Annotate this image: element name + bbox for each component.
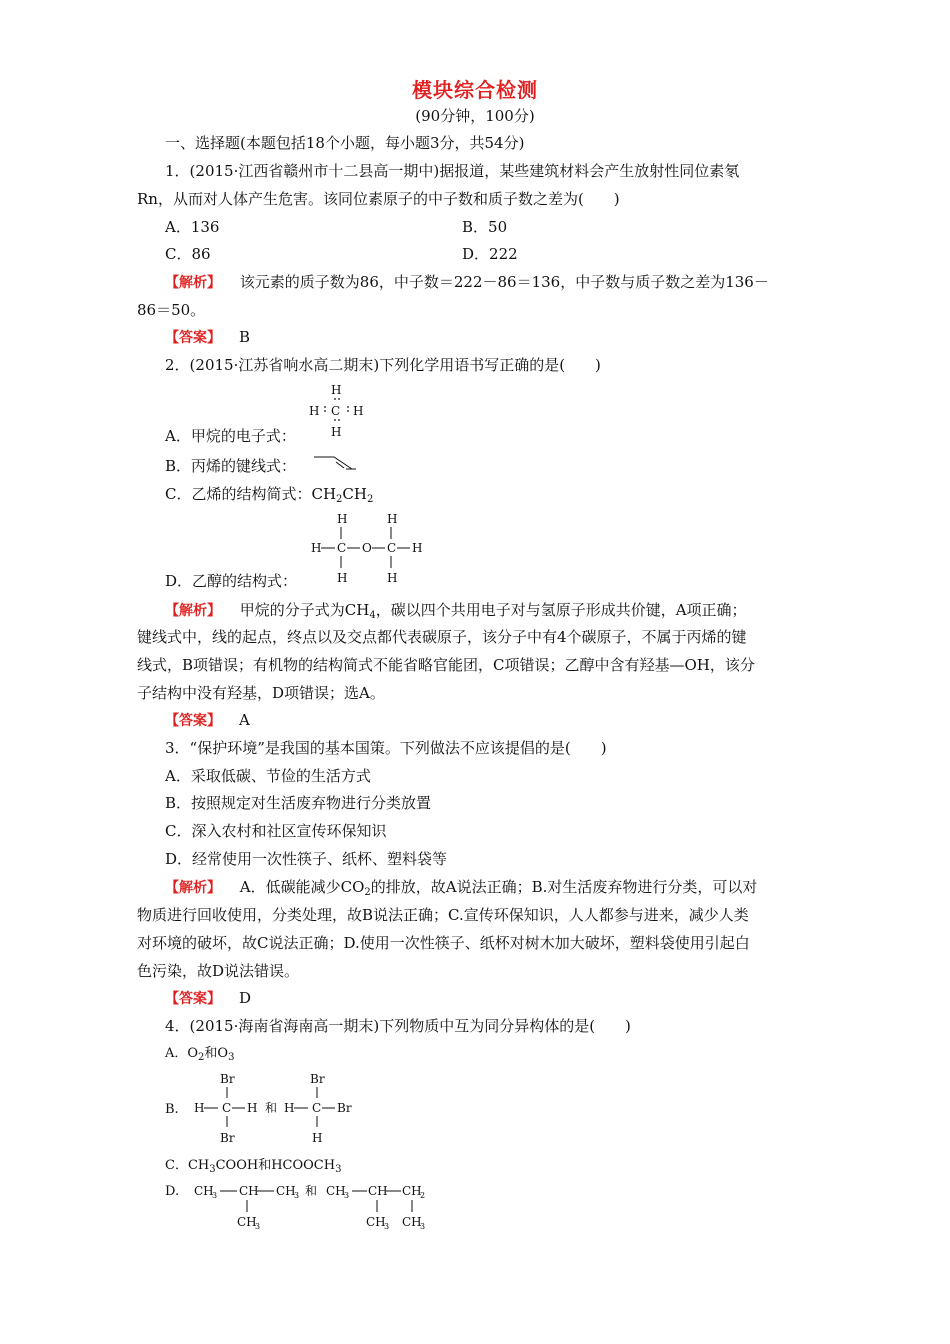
q3-analysis-line-1 xyxy=(165,877,757,903)
q1-option-b: B．50 xyxy=(462,218,508,236)
q2-answer xyxy=(165,710,250,731)
methane-electron-formula xyxy=(300,382,380,442)
q4-option-d-label: D. xyxy=(165,1184,180,1199)
atom-br: Br xyxy=(337,1101,352,1115)
atom-br: Br xyxy=(310,1072,325,1086)
q4-option-c xyxy=(165,1156,341,1180)
page-title: 模块综合检测 xyxy=(412,78,538,102)
subscript: 2 xyxy=(336,494,343,505)
q1-stem-line-1: 1．(2015·江西省赣州市十二县高一期中)据报道，某些建筑材料会产生放射性同位素氡 xyxy=(165,162,740,180)
subscript: 3 xyxy=(209,1164,216,1175)
atom-br: Br xyxy=(220,1131,235,1145)
q1-answer xyxy=(165,327,250,348)
q3-analysis-line-2: 物质进行回收使用，分类处理，故B说法正确；C.宣传环保知识，人人都参与进来，减少人类 xyxy=(137,906,749,924)
subscript: 3 xyxy=(420,1222,426,1231)
group-ch3: CH xyxy=(237,1215,257,1229)
q2-analysis-line-2: 键线式中，线的起点，终点以及交点都代表碳原子，该分子中有4个碳原子，不属于丙烯的键 xyxy=(137,628,747,646)
section-heading: 一、选择题(本题包括18个小题，每小题3分，共54分) xyxy=(165,134,525,152)
answer-tag: 【答案】 xyxy=(165,713,221,729)
analysis-tag: 【解析】 xyxy=(165,880,221,896)
subscript: 2 xyxy=(364,887,371,898)
atom-h: H xyxy=(331,425,342,439)
subscript: 3 xyxy=(212,1191,218,1200)
ethanol-structural-formula xyxy=(305,510,435,586)
q3-answer xyxy=(165,988,251,1009)
q4-a-text: A．O xyxy=(165,1046,199,1061)
q3-answer-value: D xyxy=(239,989,252,1007)
group-ch2: CH xyxy=(402,1184,422,1198)
atom-h: H xyxy=(337,571,348,585)
atom-h: H xyxy=(387,571,398,585)
q1-option-c: C．86 xyxy=(165,245,211,263)
subscript: 3 xyxy=(384,1222,390,1231)
analysis-tag: 【解析】 xyxy=(165,275,221,291)
group-ch: CH xyxy=(239,1184,259,1198)
q2-analysis-text: ，碳以四个共用电子对与氢原子形成共价键，A项正确； xyxy=(375,601,747,619)
subscript: 2 xyxy=(420,1191,426,1200)
atom-c: C xyxy=(312,1101,322,1115)
subscript: 3 xyxy=(294,1191,300,1200)
propene-skeletal-formula xyxy=(312,454,358,472)
q3-analysis-text: A．低碳能减少CO xyxy=(239,878,365,896)
q2-option-c xyxy=(165,484,373,510)
q4-c-text: C．CH xyxy=(165,1158,210,1173)
q2-option-a: A．甲烷的电子式： xyxy=(165,427,296,445)
answer-tag: 【答案】 xyxy=(165,991,221,1007)
group-ch: CH xyxy=(368,1184,388,1198)
q3-option-a: A．采取低碳、节俭的生活方式 xyxy=(165,767,371,785)
q1-option-d: D．222 xyxy=(462,245,518,263)
q1-option-a: A．136 xyxy=(165,218,220,236)
group-ch3: CH xyxy=(402,1215,422,1229)
q3-option-d: D．经常使用一次性筷子、纸杯、塑料袋等 xyxy=(165,850,448,868)
q2-answer-value: A xyxy=(239,711,250,729)
analysis-tag: 【解析】 xyxy=(165,603,221,619)
atom-h: H xyxy=(247,1101,258,1115)
group-ch3: CH xyxy=(326,1184,346,1198)
q1-analysis-line-1 xyxy=(165,272,769,293)
q4-option-a xyxy=(165,1044,234,1068)
q2-analysis-line-4: 子结构中没有羟基，D项错误；选A。 xyxy=(137,684,385,702)
answer-tag: 【答案】 xyxy=(165,330,221,346)
q3-option-b: B．按照规定对生活废弃物进行分类放置 xyxy=(165,794,432,812)
q2-analysis-line-3: 线式，B项错误；有机物的结构简式不能省略官能团，C项错误；乙醇中含有羟基—OH，该分 xyxy=(137,656,755,674)
q2-analysis-text: 甲烷的分子式为CH xyxy=(239,601,370,619)
page-subtitle: (90分钟，100分) xyxy=(415,107,535,125)
q1-answer-value: B xyxy=(239,328,251,346)
q3-analysis-line-3: 对环境的破坏，故C说法正确；D.使用一次性筷子、纸杯对树木加大破坏，塑料袋使用引起白 xyxy=(137,934,750,952)
atom-h: H xyxy=(331,383,342,397)
subscript: 2 xyxy=(366,494,374,505)
dibromomethane-structures xyxy=(190,1070,370,1146)
q2-c-text: C．乙烯的结构简式：CH xyxy=(165,485,337,503)
atom-h: H xyxy=(353,404,364,418)
atom-h: H xyxy=(312,1131,323,1145)
atom-c: C xyxy=(337,541,347,555)
butane-isomer-structures xyxy=(192,1180,437,1232)
subscript: 3 xyxy=(228,1052,235,1063)
q1-analysis-text: 该元素的质子数为86，中子数＝222－86＝136，中子数与质子数之差为136－ xyxy=(239,273,769,291)
atom-c: C xyxy=(387,541,397,555)
q1-stem-line-2: Rn，从而对人体产生危害。该同位素原子的中子数和质子数之差为( ) xyxy=(137,190,620,208)
q2-analysis-line-1 xyxy=(165,600,747,626)
q2-stem: 2．(2015·江苏省响水高二期末)下列化学用语书写正确的是( ) xyxy=(165,356,601,374)
atom-h: H xyxy=(337,512,348,526)
q3-analysis-line-4: 色污染，故D说法错误。 xyxy=(137,962,300,980)
subscript: 2 xyxy=(198,1052,205,1063)
subscript: 3 xyxy=(335,1164,342,1175)
atom-h: H xyxy=(412,541,423,555)
subscript: 3 xyxy=(344,1191,350,1200)
q3-analysis-text: 的排放，故A说法正确；B.对生活废弃物进行分类，可以对 xyxy=(370,878,758,896)
q2-option-d: D．乙醇的结构式： xyxy=(165,572,298,590)
atom-o: O xyxy=(362,541,372,555)
atom-br: Br xyxy=(220,1072,235,1086)
and-text: 和 xyxy=(265,1101,278,1115)
atom-h: H xyxy=(387,512,398,526)
atom-c: C xyxy=(222,1101,232,1115)
q4-c-text: COOH和HCOOCH xyxy=(215,1158,336,1173)
q4-option-b-label: B. xyxy=(165,1102,179,1117)
q1-analysis-line-2: 86＝50。 xyxy=(137,301,206,319)
q3-option-c: C．深入农村和社区宣传环保知识 xyxy=(165,822,387,840)
q2-c-text: CH xyxy=(342,485,367,503)
atom-c: C xyxy=(331,404,341,418)
atom-h: H xyxy=(311,541,322,555)
subscript: 4 xyxy=(369,610,376,621)
q2-option-b: B．丙烯的键线式： xyxy=(165,457,297,475)
atom-h: H xyxy=(309,404,320,418)
group-ch3: CH xyxy=(366,1215,386,1229)
atom-h: H xyxy=(194,1101,205,1115)
group-ch3: CH xyxy=(276,1184,296,1198)
atom-h: H xyxy=(284,1101,295,1115)
group-ch3: CH xyxy=(194,1184,214,1198)
q3-stem: 3．“保护环境”是我国的基本国策。下列做法不应该提倡的是( ) xyxy=(165,739,607,757)
subscript: 3 xyxy=(255,1222,261,1231)
q4-a-text: 和O xyxy=(204,1046,229,1061)
q4-stem: 4．(2015·海南省海南高一期末)下列物质中互为同分异构体的是( ) xyxy=(165,1017,631,1035)
and-text: 和 xyxy=(305,1184,318,1198)
